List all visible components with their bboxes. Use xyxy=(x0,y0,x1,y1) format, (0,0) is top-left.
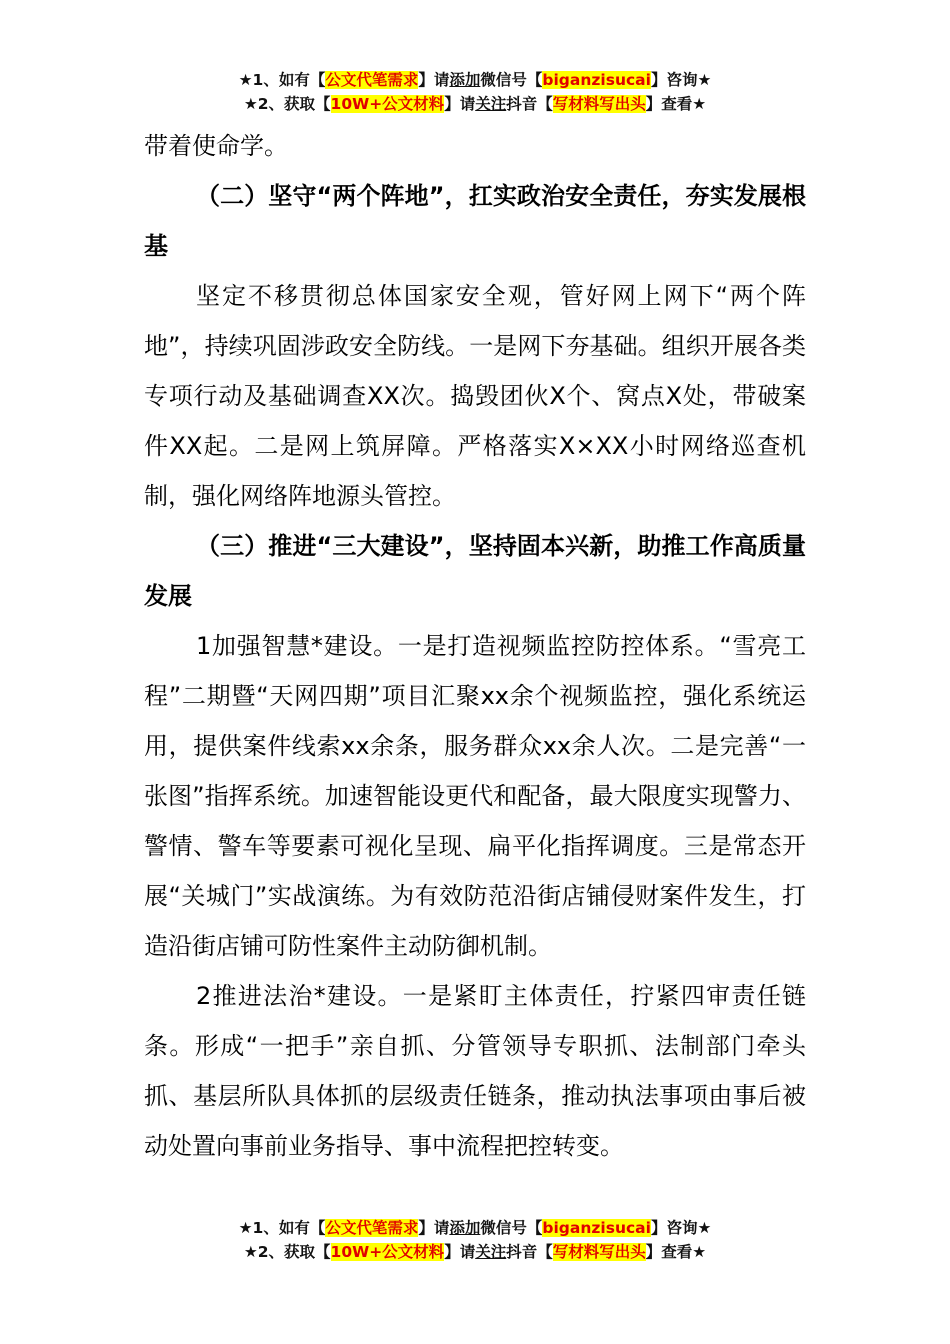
banner-underlined: 关注 xyxy=(475,1243,507,1261)
banner-highlight: biganzisucai xyxy=(542,71,651,89)
banner-highlight: 10W+公文材料 xyxy=(330,95,445,113)
banner-line-1 xyxy=(0,68,950,92)
banner-highlight: biganzisucai xyxy=(542,1219,651,1237)
document-body xyxy=(144,121,806,1171)
banner-underlined: 添加 xyxy=(449,71,481,89)
paragraph: 带着使命学。 xyxy=(144,132,288,160)
section-heading: （二）坚守“两个阵地”，扛实政治安全责任，夯实发展根基 xyxy=(144,182,806,260)
bottom-banner xyxy=(0,1216,950,1264)
paragraph: 2推进法治*建设。一是紧盯主体责任，拧紧四审责任链条。形成“一把手”亲自抓、分管领导专职抓、法制部门牵头抓、基层所队具体抓的层级责任链条，推动执法事项由事后被动处置向事前业务指导、事中流程把控转变。 xyxy=(144,982,806,1160)
banner-underlined: 添加 xyxy=(449,1219,481,1237)
section-heading: （三）推进“三大建设”，坚持固本兴新，助推工作高质量发展 xyxy=(144,532,806,610)
banner-text: ★2、获取【 xyxy=(243,95,331,113)
banner-underlined: 关注 xyxy=(475,95,507,113)
banner-text: 】请 xyxy=(418,71,450,89)
banner-text: 抖音【 xyxy=(506,95,553,113)
banner-highlight: 写材料写出头 xyxy=(552,95,646,113)
banner-line-2 xyxy=(0,92,950,116)
banner-text: ★1、如有【 xyxy=(238,71,326,89)
banner-text: 】查看★ xyxy=(645,95,707,113)
banner-highlight: 10W+公文材料 xyxy=(330,1243,445,1261)
banner-text: 】请 xyxy=(444,95,476,113)
top-banner xyxy=(0,68,950,116)
banner-text: 】请 xyxy=(418,1219,450,1237)
paragraph: 坚定不移贯彻总体国家安全观，管好网上网下“两个阵地”，持续巩固涉政安全防线。一是网下夯基础。组织开展各类专项行动及基础调查XX次。捣毁团伙X个、窝点X处，带破案件XX起。二是网上筑屏障。严格落实X×XX小时网络巡查机制，强化网络阵地源头管控。 xyxy=(144,282,806,510)
banner-line-2 xyxy=(0,1240,950,1264)
banner-text: ★2、获取【 xyxy=(243,1243,331,1261)
banner-text: 微信号【 xyxy=(480,1219,543,1237)
banner-highlight: 写材料写出头 xyxy=(552,1243,646,1261)
banner-line-1 xyxy=(0,1216,950,1240)
banner-text: 】请 xyxy=(444,1243,476,1261)
banner-text: 】咨询★ xyxy=(650,1219,712,1237)
banner-text: 微信号【 xyxy=(480,71,543,89)
banner-text: ★1、如有【 xyxy=(238,1219,326,1237)
banner-text: 抖音【 xyxy=(506,1243,553,1261)
banner-highlight: 公文代笔需求 xyxy=(325,71,419,89)
banner-text: 】咨询★ xyxy=(650,71,712,89)
paragraph: 1加强智慧*建设。一是打造视频监控防控体系。“雪亮工程”二期暨“天网四期”项目汇聚xx余个视频监控，强化系统运用，提供案件线索xx余条，服务群众xx余人次。二是完善“一张图”指挥系统。加速智能设更代和配备，最大限度实现警力、警情、警车等要素可视化呈现、扁平化指挥调度。三是常态开展“关城门”实战演练。为有效防范沿街店铺侵财案件发生，打造沿街店铺可防性案件主动防御机制。 xyxy=(144,632,806,960)
banner-text: 】查看★ xyxy=(645,1243,707,1261)
banner-highlight: 公文代笔需求 xyxy=(325,1219,419,1237)
